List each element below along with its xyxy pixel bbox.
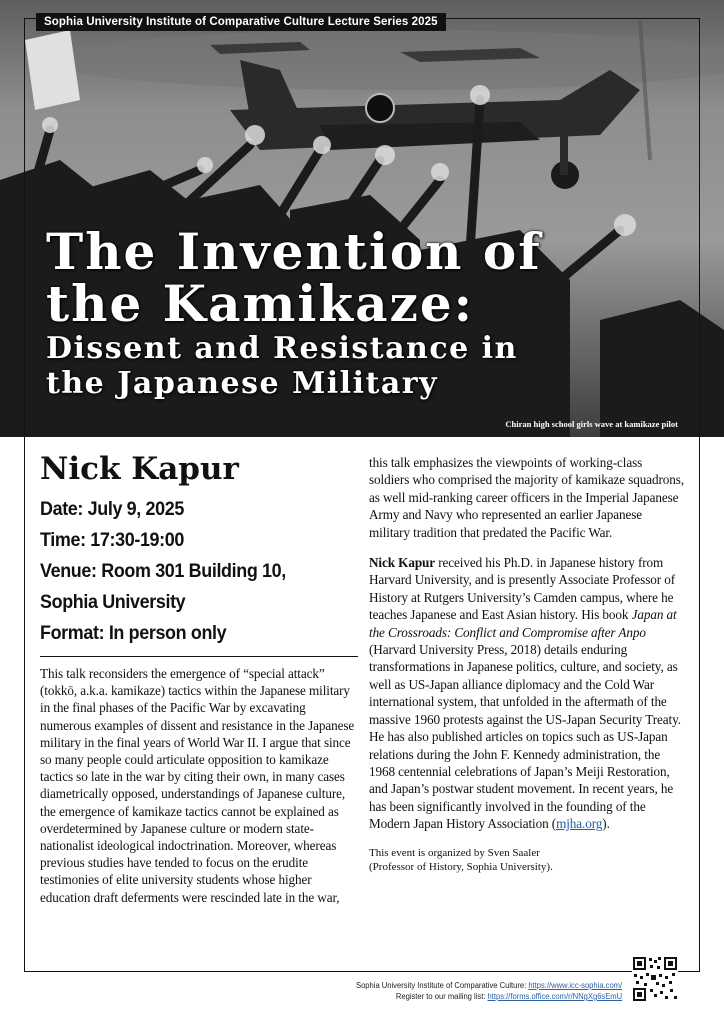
left-column xyxy=(40,450,358,906)
event-venue: Venue: Room 301 Building 10, xyxy=(40,560,286,582)
organizer-note xyxy=(369,846,685,874)
title-line-2: the Kamikaze: xyxy=(46,274,475,333)
mailing-list-link[interactable]: https://forms.office.com/r/NNgXg6sEmU xyxy=(487,992,622,1001)
photo-caption: Chiran high school girls wave at kamikaze pilot xyxy=(505,419,678,429)
footer-icc-label: Sophia University Institute of Comparative Culture: xyxy=(355,981,529,990)
bio-text-3: ). xyxy=(602,816,610,832)
event-details xyxy=(40,494,357,649)
subtitle-line-2: the Japanese Military xyxy=(46,366,438,401)
footer-mail-label: Register to our mailing list: xyxy=(395,992,488,1001)
organizer-line-1: This event is organized by Sven Saaler xyxy=(369,846,540,859)
speaker-name: Nick Kapur xyxy=(40,451,239,487)
subtitle-line-1: Dissent and Resistance in xyxy=(46,331,518,366)
mjha-link[interactable]: mjha.org xyxy=(556,816,603,832)
speaker-bio xyxy=(369,554,685,833)
right-column xyxy=(369,454,685,874)
event-venue-2: Sophia University xyxy=(40,591,186,613)
bio-name: Nick Kapur xyxy=(369,555,436,571)
event-date: Date: July 9, 2025 xyxy=(40,498,184,520)
bio-text-1: received his Ph.D. in Japanese history from Harvard University, and is presently Associate Professor of History at Rutgers University’s Camden campus, where he teaches Japanese and East Asian history. His book xyxy=(369,555,676,623)
bio-book-title: Japan at the Crossroads: Conflict and Compromise after Anpo xyxy=(369,607,677,640)
series-title: Sophia University Institute of Comparative Culture Lecture Series 2025 xyxy=(36,13,446,31)
icc-website-link[interactable]: https://www.icc-sophia.com/ xyxy=(528,981,622,990)
divider xyxy=(40,656,358,657)
qr-code-icon[interactable] xyxy=(632,956,678,1002)
event-time: Time: 17:30-19:00 xyxy=(40,529,184,551)
footer-mail-line xyxy=(356,991,622,1002)
abstract-right: this talk emphasizes the viewpoints of working-class soldiers who comprised the majority of kamikaze squadrons, as well mid-ranking career officers in the Imperial Japanese Army and Navy who represented an earlier Japanese military tradition that predated the Pacific War. xyxy=(369,455,685,540)
title-line-1: The Invention of xyxy=(46,222,542,281)
bio-text-2: (Harvard University Press, 2018) details enduring transformations in Japanese politics, culture, and society, as well as US-Japan alliance diplomacy and the Cold War international system, that unfolded in the aftermath of the massive 1960 protests against the US-Japan Security Treaty. He has also published articles on topics such as US-Japan relations during the John F. Kennedy administration, the 1968 centennial celebrations of Japan’s Meiji Restoration, and Japan’s postwar student movement. In recent years, he has been significantly involved in the founding of the Modern Japan History Association ( xyxy=(369,642,681,832)
abstract-left: This talk reconsiders the emergence of “special attack” (tokkō, a.k.a. kamikaze) tactics within the Japanese military in the final phases of the Pacific War by excavating numerous examples of dissent and resistance in the Japanese military in the final years of World War II. I argue that since so many people could articulate opposition to kamikaze tactics so late in the war by citing their own, in many cases diametrically opposed, understandings of Japanese culture, the emergence of kamikaze tactics cannot be explained as overdetermined by Japanese culture or modern state-nationalist ideological indoctrination. Moreover, whereas previous studies have tended to focus on the erudite testimonies of elite university students whose higher education draft deferments were rescinded late in the war, xyxy=(40,666,355,905)
organizer-line-2: (Professor of History, Sophia University). xyxy=(369,860,553,873)
title-block xyxy=(46,222,706,401)
event-format: Format: In person only xyxy=(40,622,227,644)
qr-code-graphic xyxy=(632,956,678,1002)
footer xyxy=(356,980,622,1002)
footer-icc-line xyxy=(356,980,622,991)
